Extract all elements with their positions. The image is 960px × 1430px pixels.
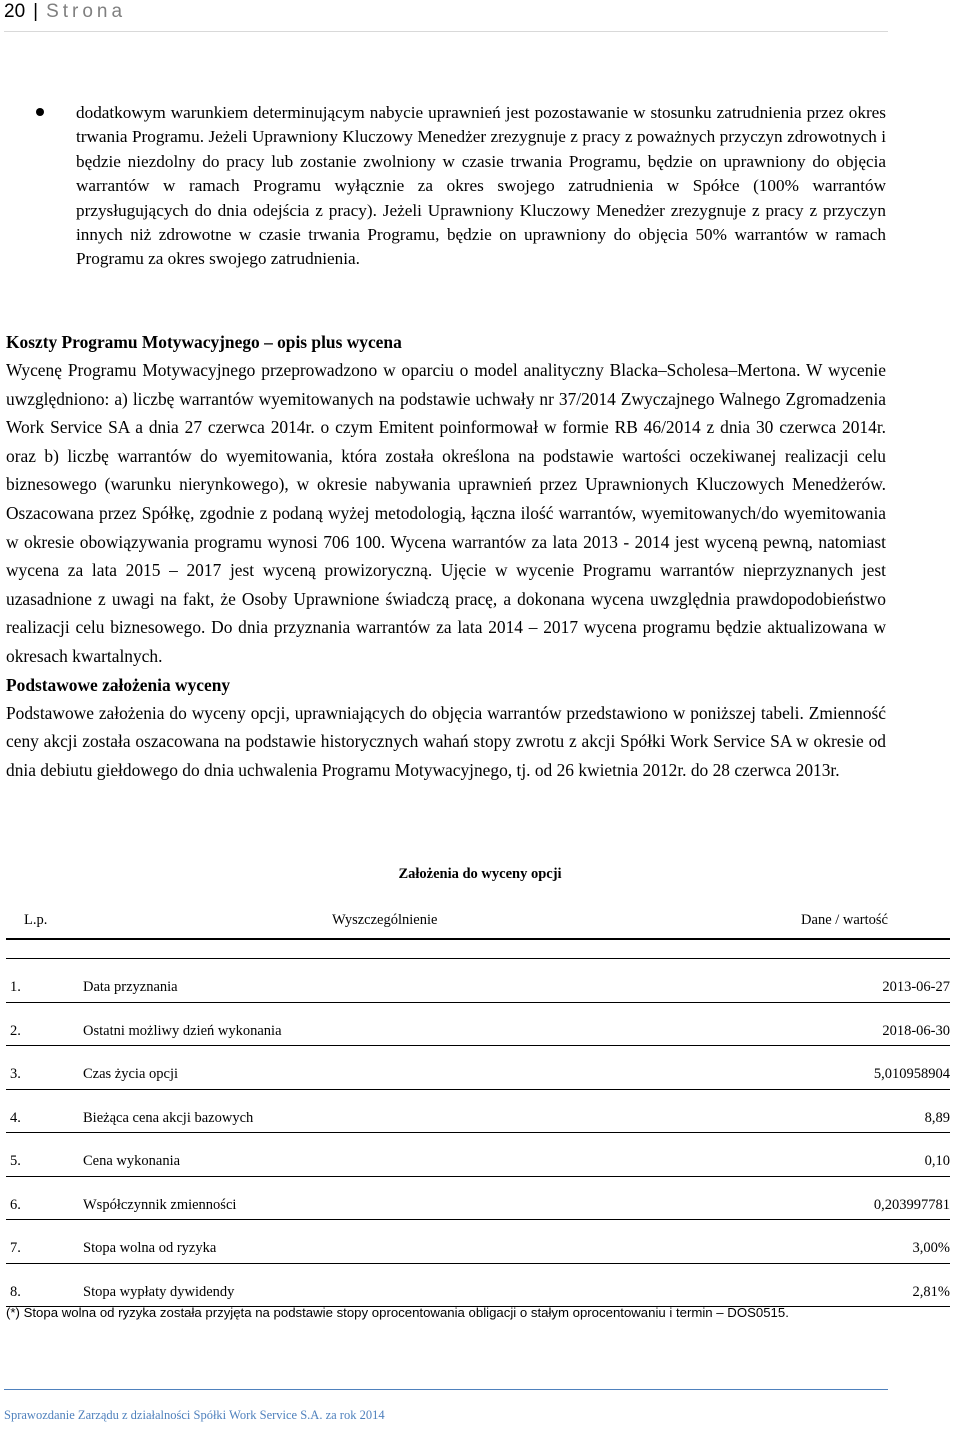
row-description: Data przyznania [83, 979, 178, 995]
row-value: 8,89 [924, 1109, 950, 1126]
header-separator: | [33, 1, 39, 22]
header-value: Dane / wartość [801, 912, 888, 928]
row-number: 7. [10, 1240, 21, 1256]
row-number: 5. [10, 1153, 21, 1169]
row-number: 6. [10, 1196, 21, 1213]
table-row [6, 1046, 950, 1090]
row-number: 1. [10, 979, 21, 995]
section-paragraph-costs: Wycenę Programu Motywacyjnego przeprowadzono w oparciu o model analityczny Blacka–Scholesa–Mertona. W wycenie uwzględniono: a) liczbę warrantów wyemitowanych na podstawie uchwały nr 37/2014 Zwyczajnego Walnego Zgromadzenia Work Service SA a dnia 27 czerwca 2014r. o czym Emitent poinformował w formie RB 46/2014 z dnia 30 czerwca 2014r. oraz b) liczbę warrantów do wyemitowania, która została określona na podstawie wartości oczekiwanej realizacji celu biznesowego (warunku nierynkowego), w okresie nabywania uprawnień przez Uprawnionych Kluczowych Menedżerów. Oszacowana przez Spółkę, zgodnie z podaną wyżej metodologią, łączna ilość warrantów, wyemitowanych/do wyemitowania w okresie obowiązywania programu wynosi 706 100. Wycena warrantów za lata 2013 - 2014 jest wyceną pewną, natomiast wycena za lata 2015 – 2017 jest wyceną prowizoryczną. Ujęcie w wycenie Programu warrantów nieprzyznanych jest uzasadnione z uwagi na fakt, że Osoby Uprawnione świadczą pracę, a dokonana wycena uwzględnia prawdopodobieństwo realizacji celu biznesowego. Do dnia przyznania warrantów za lata 2014 – 2017 wycena programu będzie aktualizowana w okresach kwartalnych. [6, 360, 886, 666]
row-description: Stopa wypłaty dywidendy [83, 1283, 235, 1300]
row-value: 3,00% [912, 1240, 950, 1256]
row-value: 2013-06-27 [882, 979, 950, 995]
table-row [6, 1090, 950, 1134]
row-description: Czas życia opcji [83, 1066, 179, 1082]
row-number: 8. [10, 1283, 21, 1300]
table-row [6, 1177, 950, 1221]
row-value: 2,81% [912, 1283, 950, 1300]
table-header [6, 904, 950, 940]
footer-rule [4, 1389, 888, 1390]
row-number: 4. [10, 1109, 21, 1126]
table-body [6, 958, 950, 1307]
bullet-dot-icon [36, 108, 44, 116]
bullet-list-item [36, 101, 886, 272]
row-number: 2. [10, 1022, 21, 1039]
table-row [6, 1220, 950, 1264]
table-row [6, 1133, 950, 1177]
row-number: 3. [10, 1066, 21, 1082]
table-footnote: (*) Stopa wolna od ryzyka została przyjęta na podstawie stopy oprocentowania obligacji o stałym oprocentowaniu i termin – DOS0515. [6, 1305, 789, 1320]
page-number: 20 [4, 1, 26, 22]
row-value: 0,203997781 [873, 1196, 950, 1213]
assumptions-table [6, 904, 950, 1307]
row-description: Ostatni możliwy dzień wykonania [83, 1022, 282, 1039]
page-header [4, 0, 126, 24]
table-row [6, 1264, 950, 1308]
row-description: Cena wykonania [83, 1153, 181, 1169]
table-row [6, 1003, 950, 1047]
main-content [6, 328, 886, 784]
table-row [6, 959, 950, 1003]
row-value: 2018-06-30 [882, 1022, 950, 1039]
page-footer: Sprawozdanie Zarządu z działalności Spółki Work Service S.A. za rok 2014 [4, 1408, 385, 1422]
row-value: 0,10 [924, 1153, 950, 1169]
section-heading-costs: Koszty Programu Motywacyjnego – opis plus wycena [6, 332, 402, 352]
row-description: Bieżąca cena akcji bazowych [83, 1109, 254, 1126]
page-word: Strona [46, 1, 127, 22]
row-description: Stopa wolna od ryzyka [83, 1240, 217, 1256]
header-description: Wyszczególnienie [332, 912, 438, 928]
bullet-text: dodatkowym warunkiem determinującym nabycie uprawnień jest pozostawanie w stosunku zatrudnienia przez okres trwania Programu. Jeżeli Uprawniony Kluczowy Menedżer zrezygnuje z pracy z poważnych przyczyn zdrowotnych i będzie niezdolny do pracy lub zostanie zwolniony w czasie trwania Programu, będzie on uprawniony do objęcia warrantów w ramach Programu wyłącznie za okres swojego zatrudnienia w Spółce (100% warrantów przysługujących do dnia odejścia z pracy). Jeżeli Uprawniony Kluczowy Menedżer zrezygnuje z pracy z przyczyn innych niż zdrowotne w czasie trwania Programu, będzie on uprawniony do objęcia 50% warrantów w ramach Programu za okres swojego zatrudnienia. [76, 103, 886, 269]
section-heading-assumptions: Podstawowe założenia wyceny [6, 674, 231, 695]
header-rule [4, 31, 888, 32]
header-lp: L.p. [24, 912, 48, 928]
row-description: Współczynnik zmienności [83, 1196, 237, 1213]
section-paragraph-assumptions: Podstawowe założenia do wyceny opcji, uprawniających do objęcia warrantów przedstawiono w poniższej tabeli. Zmienność ceny akcji została oszacowana na podstawie historycznych wahań stopy zwrotu z akcji Spółki Work Service SA w okresie od dnia debiutu giełdowego do dnia uchwalenia Programu Motywacyjnego, tj. od 26 kwietnia 2012r. do 28 czerwca 2013r. [6, 702, 886, 780]
table-caption: Założenia do wyceny opcji [398, 866, 562, 882]
row-value: 5,010958904 [873, 1066, 950, 1082]
